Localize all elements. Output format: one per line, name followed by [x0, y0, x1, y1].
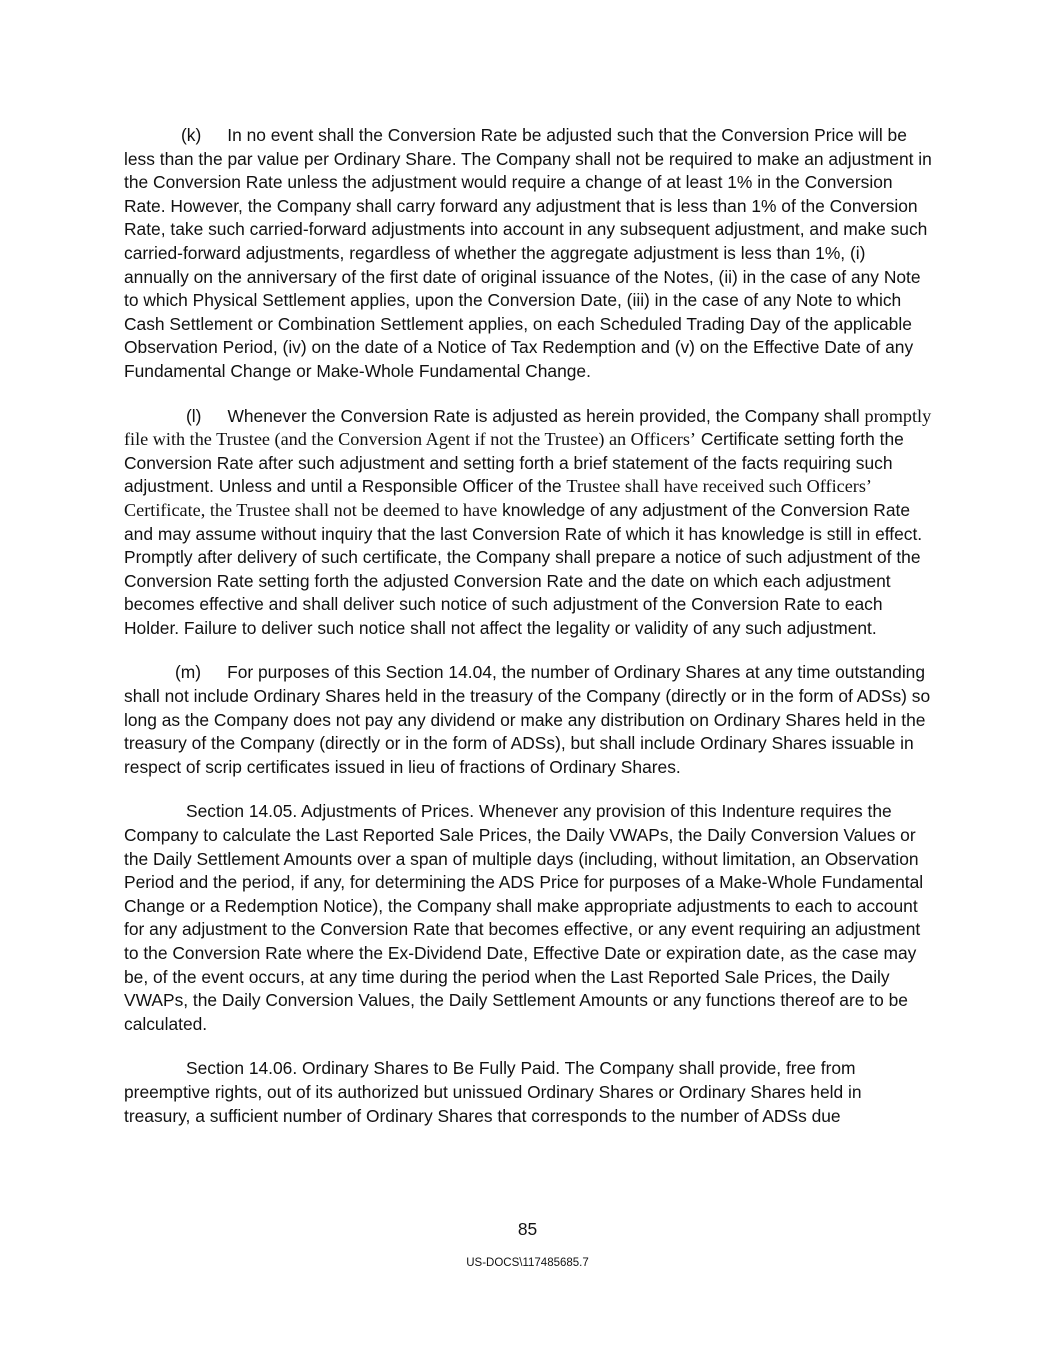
- section-14-06: [124, 1057, 932, 1128]
- paragraph-m-text: For purposes of this Section 14.04, the number of Ordinary Shares at any time outstanding shall not include Ordinary Shares held in the treasury of the Company (directly or in the form of ADSs) so long as the Company does not pay any dividend or make any distribution on Ordinary Shares held in the treasury of the Company (directly or in the form of ADSs), but shall include Ordinary Shares issuable in respect of scrip certificates issued in lieu of fractions of Ordinary Shares.: [124, 662, 931, 777]
- paragraph-k-text: In no event shall the Conversion Rate be adjusted such that the Conversion Price will be less than the par value per Ordinary Share. The Company shall not be required to make an adjustment in the Conversion Rate unless the adjustment would require a change of at least 1% in the Conversion Rate. However, the Company shall carry forward any adjustment that is less than 1% of the Conversion Rate, take such carried-forward adjustments into account in any subsequent adjustment, and make such carried-forward adjustments, regardless of whether the aggregate adjustment is less than 1%, (i) annually on the anniversary of the first date of original issuance of the Notes, (ii) in the case of any Note to which Physical Settlement applies, upon the Conversion Date, (iii) in the case of any Note to which Cash Settlement or Combination Settlement applies, on each Scheduled Trading Day of the applicable Observation Period, (iv) on the date of a Notice of Tax Redemption and (v) on the Effective Date of any Fundamental Change or Make-Whole Fundamental Change.: [124, 125, 932, 381]
- section-14-06-text: Section 14.06. Ordinary Shares to Be Fully Paid. The Company shall provide, free from preemptive rights, out of its authorized but unissued Ordinary Shares or Ordinary Shares held in treasury, a sufficient number of Ordinary Shares that corresponds to the number of ADSs due: [124, 1058, 862, 1126]
- section-14-05: [124, 800, 932, 1036]
- document-page: [124, 124, 932, 1149]
- paragraph-l-text-1: Whenever the Conversion Rate is adjusted as herein provided, the Company shall: [227, 405, 865, 426]
- paragraph-l-text-3: Certificate setting forth the Conversion Rate after such adjustment and setting forth a brief statement of the facts requiring such adjustment. Unless and until a Responsible Officer of the: [124, 429, 904, 497]
- paragraph-l-text-2: promptly file with the Trustee (and the Conversion Agent if not the Trustee) an Officers’: [124, 405, 932, 450]
- paragraph-m-lead: [124, 661, 227, 685]
- paragraph-k-lead: [124, 124, 227, 148]
- paragraph-m-label: (m): [175, 662, 202, 683]
- paragraph-k: [124, 124, 932, 384]
- paragraph-l-text-4: Trustee shall have received such Officers’ Certificate, the Trustee shall not be deemed to have: [124, 476, 871, 520]
- paragraph-l-lead: [124, 405, 227, 429]
- section-14-05-text: Section 14.05. Adjustments of Prices. Whenever any provision of this Indenture requires the Company to calculate the Last Reported Sale Prices, the Daily VWAPs, the Daily Conversion Values or the Daily Settlement Amounts over a span of multiple days (including, without limitation, an Observation Period and the period, if any, for determining the ADS Price for purposes of a Make-Whole Fundamental Change or a Redemption Notice), the Company shall make appropriate adjustments to each to account for any adjustment to the Conversion Rate that becomes effective, or any event requiring an adjustment to the Conversion Rate where the Ex-Dividend Date, Effective Date or expiration date, as the case may be, of the event occurs, at any time during the period when the Last Reported Sale Prices, the Daily VWAPs, the Daily Conversion Values, the Daily Settlement Amounts or any functions thereof are to be calculated.: [124, 801, 924, 1034]
- paragraph-l-label: (l): [186, 405, 202, 426]
- paragraph-l: [124, 405, 932, 641]
- document-id: US-DOCS\117485685.7: [466, 1257, 589, 1269]
- paragraph-l-text-5: knowledge of any adjustment of the Conversion Rate and may assume without inquiry that the last Conversion Rate of which it has knowledge is still in effect. Promptly after delivery of such certificate, the Company shall prepare a notice of such adjustment of the Conversion Rate setting forth the adjusted Conversion Rate and the date on which each adjustment becomes effective and shall deliver such notice of such adjustment of the Conversion Rate to each Holder. Failure to deliver such notice shall not affect the legality or validity of any such adjustment.: [124, 499, 923, 638]
- page-number: 85: [517, 1219, 538, 1239]
- paragraph-m: [124, 661, 932, 779]
- paragraph-k-label: (k): [181, 125, 202, 145]
